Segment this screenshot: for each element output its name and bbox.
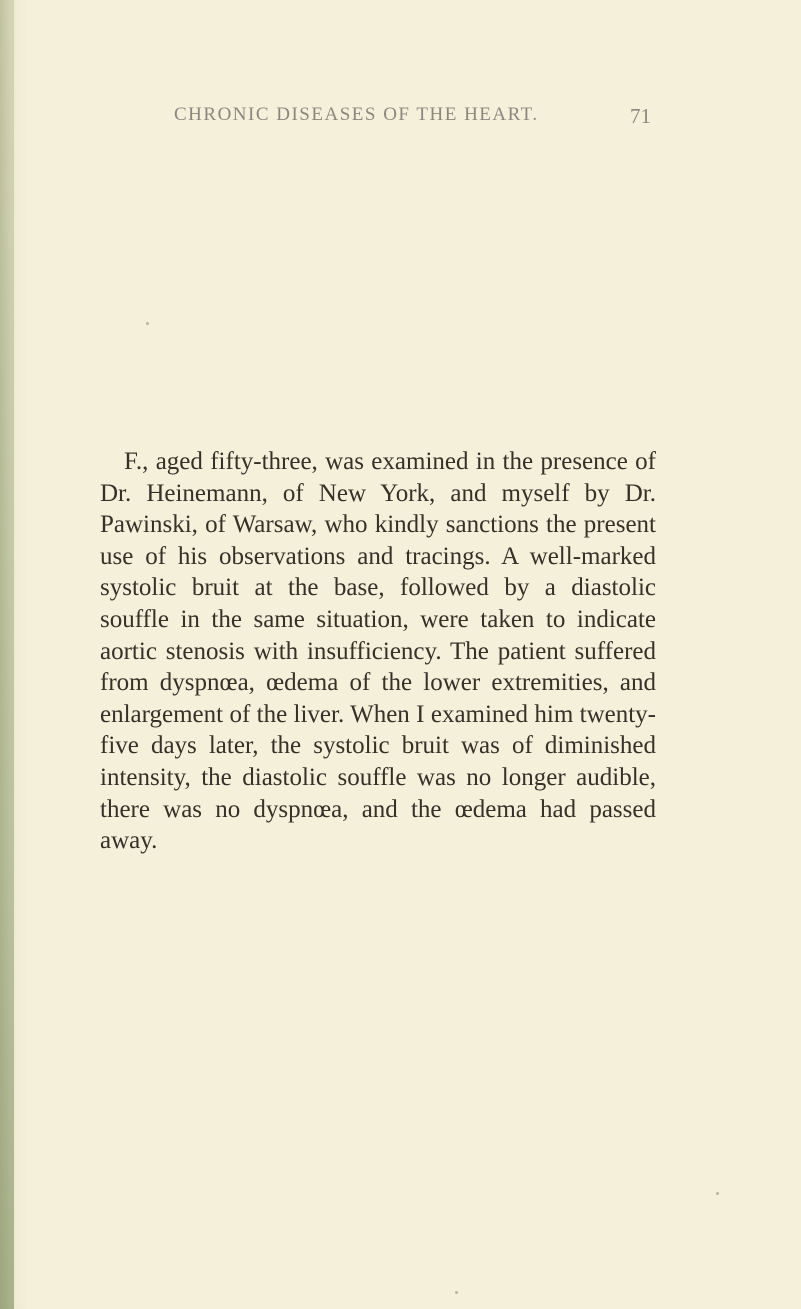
running-head-title: CHRONIC DISEASES OF THE HEART. [174, 104, 539, 125]
page-gutter-shadow [0, 0, 14, 1309]
running-head [0, 104, 801, 134]
paper-speck [716, 1192, 719, 1195]
paper-speck [455, 1291, 458, 1294]
body-text [100, 446, 656, 857]
paragraph: F., aged fifty-three, was examined in the presence of Dr. Heinemann, of New York, and myself by Dr. Pawinski, of Warsaw, who kindly sanctions the present use of his observations and tracings. A well-marked systolic bruit at the base, followed by a diastolic souffle in the same situation, were taken to indicate aortic stenosis with insufficiency. The patient suffered from dyspnœa, œdema of the lower extremities, and enlargement of the liver. When I examined him twenty-five days later, the systolic bruit was of diminished intensity, the diastolic souffle was no longer audible, there was no dyspnœa, and the œdema had passed away. [100, 448, 656, 855]
page-number: 71 [630, 104, 651, 128]
paper-speck [146, 322, 149, 325]
